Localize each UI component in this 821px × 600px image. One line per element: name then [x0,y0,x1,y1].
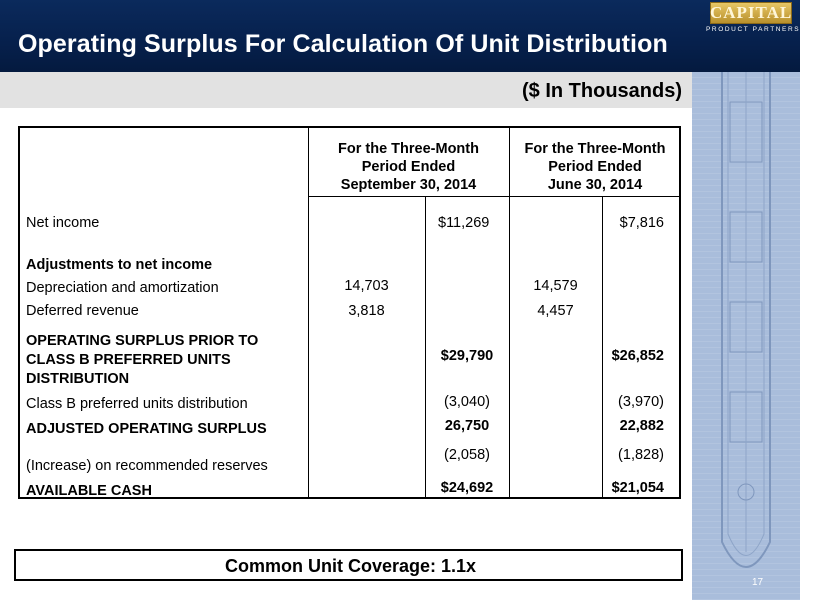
row-label-adjusted: ADJUSTED OPERATING SURPLUS [26,421,267,437]
q3-op-surplus-prior: $29,790 [440,348,494,364]
label-line: CLASS B PREFERRED UNITS [26,352,231,368]
coverage-text: Common Unit Coverage: 1.1x [224,556,477,576]
financial-table [18,126,681,499]
q2-class-b: (3,970) [618,394,664,410]
column-header-q2 [509,140,681,194]
q3-reserves: (2,058) [444,447,490,463]
column-header-line: Period Ended [361,159,456,175]
row-label-class-b: Class B preferred units distribution [26,396,248,412]
units-bar [0,72,692,108]
q3-adjusted: 26,750 [444,418,490,434]
header-bar [0,0,821,72]
logo-subtitle: PRODUCT PARTNERS L.P. [706,26,821,33]
q2-net-income: $7,816 [619,215,664,231]
q2-op-surplus-prior: $26,852 [611,348,664,364]
q3-class-b: (3,040) [444,394,490,410]
units-label: ($ In Thousands) [522,80,682,102]
row-label-net-income: Net income [26,215,100,231]
label-line: DISTRIBUTION [26,371,130,387]
row-label-available-cash: AVAILABLE CASH [26,483,152,499]
column-header-line: For the Three-Month [524,141,666,157]
q2-adjusted: 22,882 [619,418,664,434]
q3-depreciation: 14,703 [344,278,389,294]
coverage-box [14,549,683,581]
ship-outline-icon [692,72,800,600]
column-header-line: Period Ended [548,159,642,175]
page-title: Operating Surplus For Calculation Of Unit Distribution [18,30,668,58]
company-logo [702,0,821,40]
q3-deferred: 3,818 [348,303,385,319]
header-divider [308,196,681,197]
q2-reserves: (1,828) [618,447,664,463]
q3-available-cash: $24,692 [440,480,494,496]
row-label-reserves: (Increase) on recommended reserves [26,458,268,474]
page-number: 17 [752,577,764,588]
q2-deferred: 4,457 [537,303,574,319]
row-label-adjustments: Adjustments to net income [26,257,213,273]
row-label-deferred: Deferred revenue [26,303,139,319]
logo-wordmark: CAPITAL [710,3,793,22]
row-label-depreciation: Depreciation and amortization [26,280,219,296]
row-label-op-surplus-prior [26,332,258,389]
column-header-line: June 30, 2014 [547,177,643,193]
column-header-line: For the Three-Month [338,141,479,157]
label-line: OPERATING SURPLUS PRIOR TO [26,333,259,349]
column-header-q3 [308,140,509,194]
q2-available-cash: $21,054 [611,480,664,496]
q3-net-income: $11,269 [438,215,490,231]
q2-depreciation: 14,579 [533,278,578,294]
ship-blueprint-image [692,72,800,600]
column-header-line: September 30, 2014 [340,177,477,193]
